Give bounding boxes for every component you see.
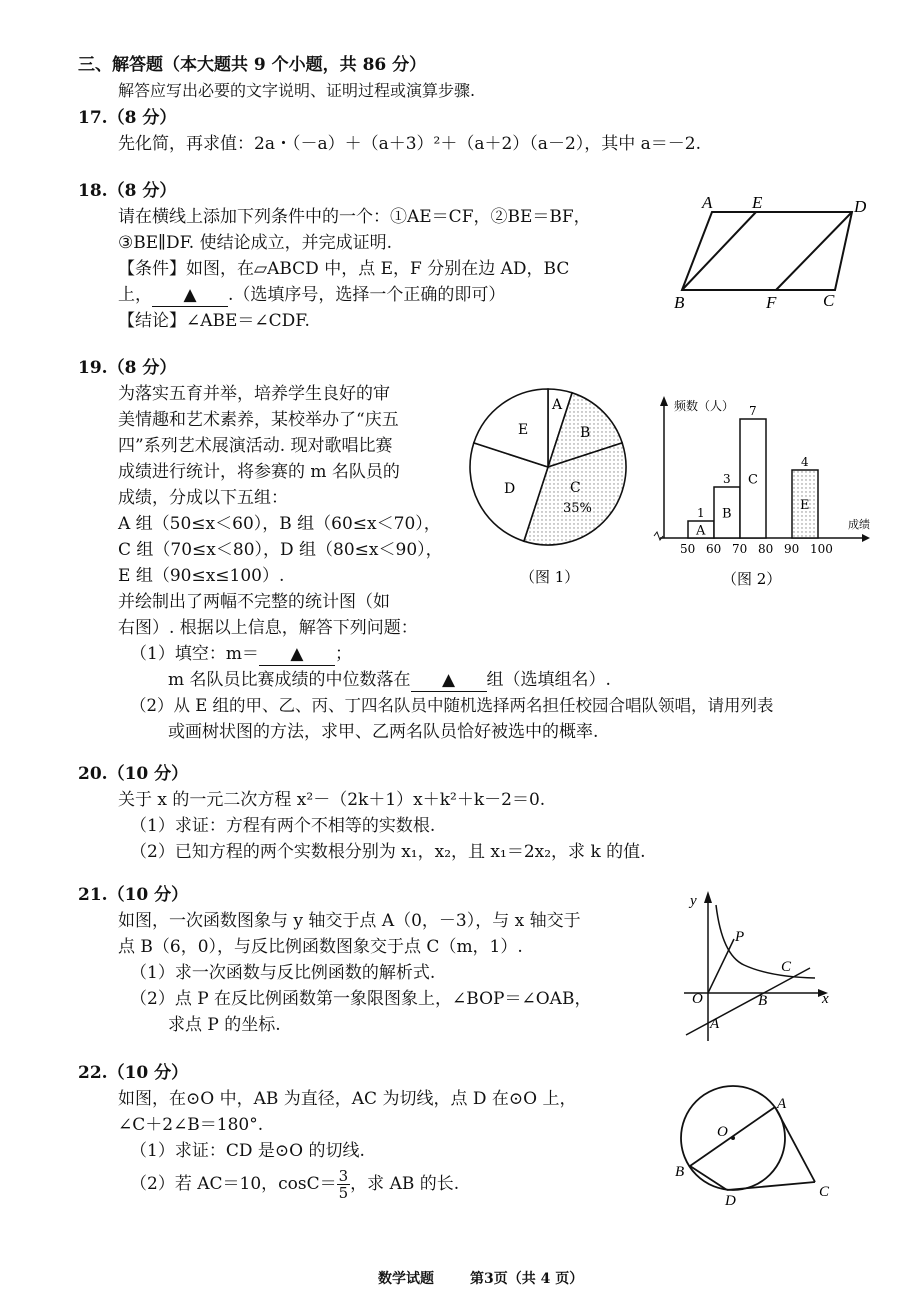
q19-part1-post: ； xyxy=(334,644,352,664)
q19-m-blank[interactable]: ▲ xyxy=(259,643,335,666)
hist-value-c: 7 xyxy=(749,404,757,418)
q19-part1 xyxy=(130,643,352,666)
q19-line-7: C 组（70≤x＜80），D 组（80≤x＜90）， xyxy=(118,540,443,560)
q22-label-d: D xyxy=(725,1193,736,1209)
q19-part2-line1: （2）从 E 组的甲、乙、丙、丁四名队员中随机选择两名担任校园合唱队领唱，请用列表 xyxy=(130,696,774,715)
q17-number: 17.（8 分） xyxy=(78,108,177,128)
pie-label-percent: 35% xyxy=(563,501,592,516)
q22-part1: （1）求证：CD 是⊙O 的切线. xyxy=(130,1141,365,1161)
q18-line4 xyxy=(118,284,505,307)
q22-label-o: O xyxy=(717,1124,728,1140)
label-d: D xyxy=(854,197,867,216)
hist-tick-70: 70 xyxy=(732,542,748,556)
pie-label-a: A xyxy=(552,397,563,413)
hist-bar-label-e: E xyxy=(800,498,810,513)
hist-value-e: 4 xyxy=(801,455,809,469)
q21-segment-op xyxy=(708,939,734,993)
q21-label-p: P xyxy=(735,929,745,945)
q19-part1b-post: 组（选填组名）. xyxy=(486,670,611,690)
q19-line-1: 为落实五育并举，培养学生良好的审 xyxy=(118,384,390,404)
q19-line-5: 成绩，分成以下五组： xyxy=(118,488,288,508)
section-instruction: 解答应写出必要的文字说明、证明过程或演算步骤. xyxy=(118,81,476,100)
q22-line2: ∠C＋2∠B＝180°. xyxy=(118,1115,264,1135)
hist-bar-label-c: C xyxy=(748,472,758,488)
hist-bars xyxy=(688,404,818,539)
q19-median-blank[interactable]: ▲ xyxy=(411,669,487,692)
q22-number: 22.（10 分） xyxy=(78,1063,189,1083)
q19-line-3: 四”系列艺术展演活动. 现对歌唱比赛 xyxy=(118,436,393,456)
parallelogram-abcd xyxy=(682,212,852,290)
q19-line-2: 美情趣和艺术素养，某校举办了“庆五 xyxy=(118,410,399,430)
q21-part2: （2）点 P 在反比例函数第一象限图象上，∠BOP＝∠OAB， xyxy=(130,989,592,1009)
q22-fraction-numerator: 3 xyxy=(338,1167,349,1185)
pie-label-d: D xyxy=(504,481,516,497)
q19-part1b xyxy=(168,669,611,692)
hist-tick-60: 60 xyxy=(706,542,722,556)
q21-label-y: y xyxy=(690,893,697,909)
q21-line2: 点 B（6，0），与反比例函数图象交于点 C（m，1）. xyxy=(118,937,523,957)
fig1-caption: （图 1） xyxy=(520,568,580,586)
q19-line-8: E 组（90≤x≤100）. xyxy=(118,566,285,586)
q21-label-b: B xyxy=(758,993,768,1009)
label-e: E xyxy=(752,193,763,212)
pie-slices xyxy=(470,389,626,545)
segment-be xyxy=(682,212,756,290)
q22-center-point xyxy=(731,1136,735,1140)
segment-df xyxy=(776,212,852,290)
q21-label-c: C xyxy=(781,959,792,975)
q19-pie-chart xyxy=(460,382,645,592)
q19-part2-line2: 或画树状图的方法，求甲、乙两名队员恰好被选中的概率. xyxy=(168,722,599,742)
q19-line-9: 并绘制出了两幅不完整的统计图（如 xyxy=(118,592,390,612)
q21-part1: （1）求一次函数与反比例函数的解析式. xyxy=(130,963,436,983)
hist-tick-100: 100 xyxy=(810,542,833,556)
label-a: A xyxy=(702,193,713,212)
label-b: B xyxy=(674,293,685,312)
q19-histogram xyxy=(652,390,882,590)
hist-value-a: 1 xyxy=(697,506,705,520)
q22-circle-figure xyxy=(665,1080,845,1210)
hist-axis-break xyxy=(654,532,663,540)
q21-function-graph xyxy=(680,885,840,1045)
q22-part2-post: ，求 AB 的长. xyxy=(350,1174,460,1194)
q21-y-arrow xyxy=(704,891,712,903)
footer-subject: 数学试题 xyxy=(378,1271,434,1287)
q21-label-x: x xyxy=(822,991,829,1007)
q21-part2b: 求点 P 的坐标. xyxy=(168,1015,281,1035)
q19-part1-pre: （1）填空：m＝ xyxy=(130,644,259,664)
q18-line5: 【结论】∠ABE＝∠CDF. xyxy=(118,311,310,331)
hist-ticks xyxy=(680,542,833,556)
hist-x-arrow xyxy=(862,534,870,542)
q19-number: 19.（8 分） xyxy=(78,358,177,378)
hist-xlabel: 成绩 xyxy=(848,518,870,531)
q22-segment-bd xyxy=(690,1166,727,1190)
q19-line-6: A 组（50≤x＜60），B 组（60≤x＜70）， xyxy=(118,514,441,534)
q22-label-a: A xyxy=(777,1096,787,1112)
q22-part2 xyxy=(130,1166,459,1202)
q20-line1: 关于 x 的一元二次方程 x²－（2k＋1）x＋k²＋k－2＝0. xyxy=(118,790,546,810)
q21-hyperbola xyxy=(716,905,815,978)
q19-line-4: 成绩进行统计，将参赛的 m 名队员的 xyxy=(118,462,400,482)
q22-fraction-denominator: 5 xyxy=(338,1184,349,1202)
hist-tick-90: 90 xyxy=(784,542,800,556)
hist-tick-50: 50 xyxy=(680,542,696,556)
hist-bar-label-a: A xyxy=(696,523,706,539)
hist-value-b: 3 xyxy=(723,472,731,486)
q18-line3: 【条件】如图，在▱ABCD 中，点 E，F 分别在边 AD，BC xyxy=(118,259,570,279)
q21-line1: 如图，一次函数图象与 y 轴交于点 A（0，－3），与 x 轴交于 xyxy=(118,911,581,931)
q18-answer-blank[interactable]: ▲ xyxy=(152,284,228,307)
hist-tick-80: 80 xyxy=(758,542,774,556)
label-c: C xyxy=(823,291,835,310)
footer-page: 第3页（共 4 页） xyxy=(470,1271,584,1287)
q20-number: 20.（10 分） xyxy=(78,764,189,784)
hist-ylabel: 频数（人） xyxy=(674,399,735,413)
q22-line1: 如图，在⊙O 中，AB 为直径，AC 为切线，点 D 在⊙O 上， xyxy=(118,1089,577,1109)
q22-fraction xyxy=(337,1168,351,1201)
q21-number: 21.（10 分） xyxy=(78,885,189,905)
hist-y-arrow xyxy=(660,396,668,406)
pie-label-b: B xyxy=(580,425,591,441)
q22-label-c: C xyxy=(819,1184,830,1200)
q19-line-10: 右图）. 根据以上信息，解答下列问题： xyxy=(118,618,418,638)
pie-label-c: C xyxy=(570,480,581,496)
q18-line4-pre: 上， xyxy=(118,285,152,305)
q18-line2: ③BE∥DF. 使结论成立，并完成证明. xyxy=(118,233,392,253)
q18-line4-post: .（选填序号，选择一个正确的即可） xyxy=(228,285,506,305)
q20-part2: （2）已知方程的两个实数根分别为 x₁，x₂，且 x₁＝2x₂，求 k 的值. xyxy=(130,842,646,862)
q22-tangent-ac xyxy=(775,1107,815,1182)
q20-part1: （1）求证：方程有两个不相等的实数根. xyxy=(130,816,436,836)
q21-label-a: A xyxy=(710,1016,720,1032)
q18-line1: 请在横线上添加下列条件中的一个：①AE＝CF，②BE＝BF， xyxy=(118,207,591,227)
q21-line xyxy=(686,968,810,1035)
q22-segment-cd xyxy=(727,1182,815,1190)
q21-label-o: O xyxy=(692,991,703,1007)
q19-part1b-pre: m 名队员比赛成绩的中位数落在 xyxy=(168,670,411,690)
section-heading: 三、解答题（本大题共 9 个小题，共 86 分） xyxy=(78,55,427,75)
label-f: F xyxy=(766,293,777,312)
hist-bar-label-b: B xyxy=(722,506,732,522)
fig2-caption: （图 2） xyxy=(722,570,782,588)
pie-label-e: E xyxy=(518,422,529,438)
q22-part2-pre: （2）若 AC＝10，cosC＝ xyxy=(130,1174,337,1194)
q17-text: 先化简，再求值：2a・（－a）＋（a＋3）²＋（a＋2）（a－2），其中 a＝－2. xyxy=(118,134,702,154)
q18-number: 18.（8 分） xyxy=(78,181,177,201)
q22-label-b: B xyxy=(675,1164,685,1180)
q18-parallelogram-figure xyxy=(670,190,885,315)
